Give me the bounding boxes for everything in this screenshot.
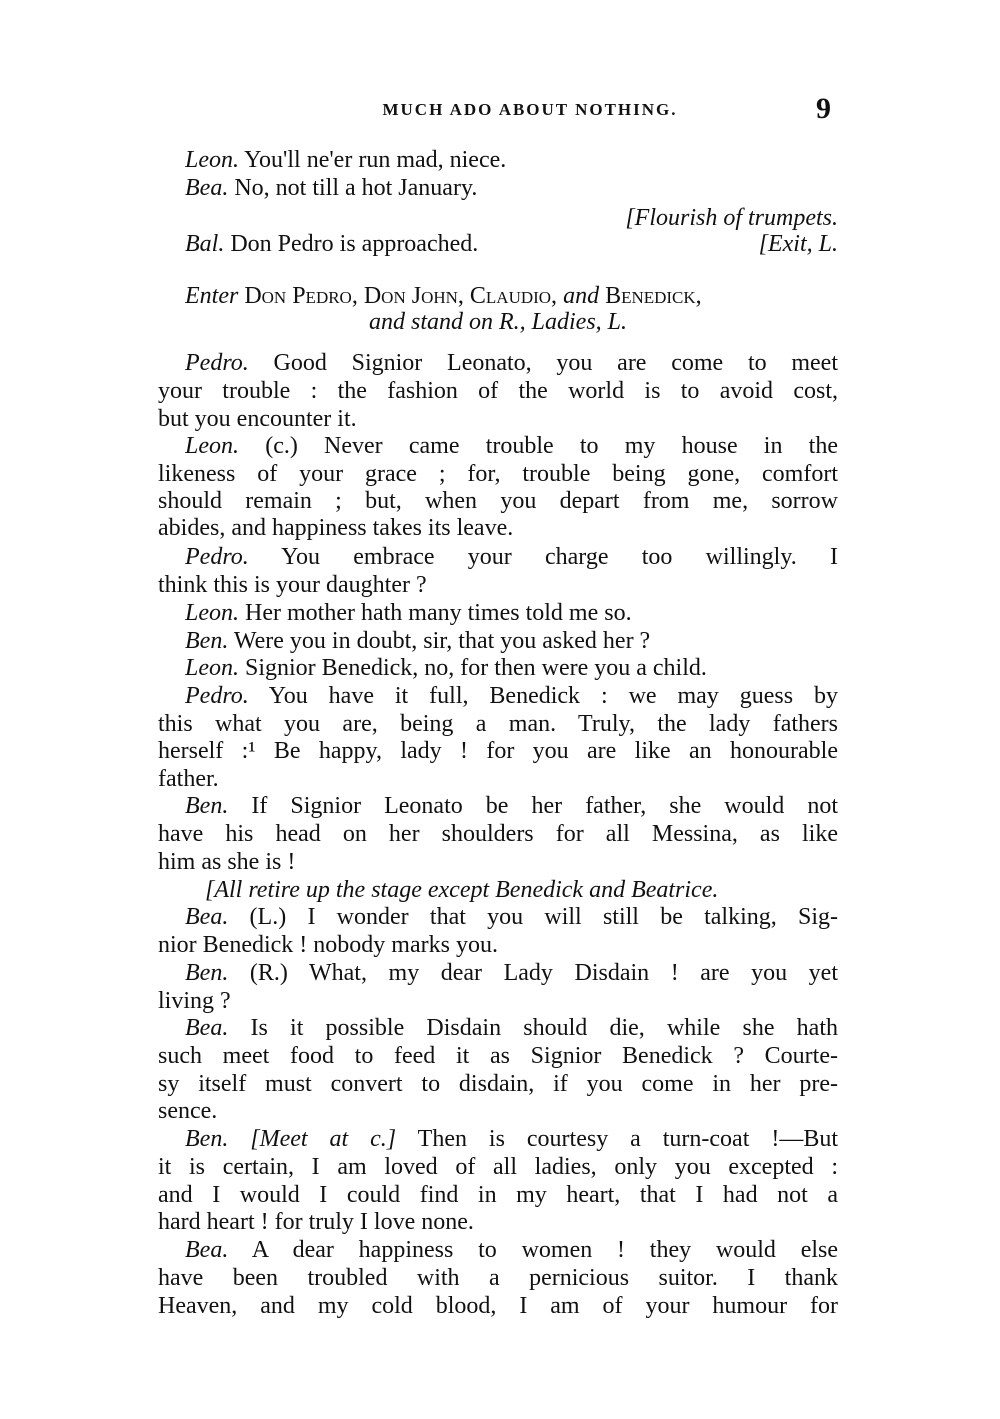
text-line bbox=[185, 959, 838, 987]
entrance-line bbox=[185, 282, 838, 310]
character-list: Don Pedro, Don John, Claudio, bbox=[238, 283, 564, 309]
speech: (c.) Never came trouble to my house in the bbox=[239, 433, 838, 459]
text-line: father. bbox=[158, 766, 219, 792]
speaker: Ben. bbox=[185, 1126, 229, 1152]
speech: You embrace your charge too willingly. I bbox=[248, 544, 838, 570]
speech: Were you in doubt, sir, that you asked her ? bbox=[228, 628, 651, 654]
speech: Signior Benedick, no, for then were you a child. bbox=[239, 655, 707, 681]
text-line: Heaven, and my cold blood, I am of your humour for bbox=[158, 1293, 838, 1319]
text-line: nior Benedick ! nobody marks you. bbox=[158, 932, 498, 958]
speaker: Bea. bbox=[185, 1015, 229, 1041]
text-line bbox=[185, 230, 838, 258]
speech: A dear happiness to women ! they would else bbox=[228, 1237, 838, 1263]
text-line: likeness of your grace ; for, trouble being gone, comfort bbox=[158, 461, 838, 487]
text-line: sy itself must convert to disdain, if you come in her pre- bbox=[158, 1071, 838, 1097]
text-line bbox=[185, 654, 838, 682]
text-line bbox=[185, 599, 838, 627]
speaker: Bal. bbox=[185, 231, 225, 257]
stage-direction: [Meet at c.] bbox=[228, 1126, 397, 1152]
speech: No, not till a hot January. bbox=[228, 175, 478, 201]
text-line bbox=[185, 349, 838, 377]
text-line bbox=[185, 1236, 838, 1264]
text-line: him as she is ! bbox=[158, 849, 296, 875]
speaker: Ben. bbox=[185, 960, 229, 986]
text-line: and I would I could find in my heart, that I had not a bbox=[158, 1182, 838, 1208]
text-line bbox=[185, 174, 838, 202]
speaker: Pedro. bbox=[185, 350, 249, 376]
running-title: MUCH ADO ABOUT NOTHING. bbox=[382, 100, 678, 119]
page-number: 9 bbox=[816, 92, 831, 125]
speaker: Leon. bbox=[185, 147, 239, 173]
text-line: should remain ; but, when you depart from me, sorrow bbox=[158, 488, 838, 514]
and-word: and bbox=[563, 283, 600, 309]
text-line bbox=[185, 432, 838, 460]
text-line: living ? bbox=[158, 988, 231, 1014]
speaker: Pedro. bbox=[185, 683, 249, 709]
speaker: Bea. bbox=[185, 175, 229, 201]
speaker: Leon. bbox=[185, 433, 239, 459]
text-line: it is certain, I am loved of all ladies, only you excepted : bbox=[158, 1154, 838, 1180]
stage-direction: [All retire up the stage except Benedick and Beatrice. bbox=[205, 877, 719, 903]
text-line bbox=[185, 1014, 838, 1042]
text-line: hard heart ! for truly I love none. bbox=[158, 1209, 474, 1235]
text-line: have been troubled with a pernicious suitor. I thank bbox=[158, 1265, 838, 1291]
speech: Her mother hath many times told me so. bbox=[239, 600, 632, 626]
speaker: Bea. bbox=[185, 904, 229, 930]
speech: You have it full, Benedick : we may guess by bbox=[248, 683, 838, 709]
text-line: herself :¹ Be happy, lady ! for you are like an honourable bbox=[158, 738, 838, 764]
speech: If Signior Leonato be her father, she would not bbox=[228, 793, 838, 819]
speech: (R.) What, my dear Lady Disdain ! are you yet bbox=[228, 960, 838, 986]
text-line bbox=[185, 903, 838, 931]
text-line: such meet food to feed it as Signior Benedick ? Courte- bbox=[158, 1043, 838, 1069]
text-line: but you encounter it. bbox=[158, 406, 357, 432]
text-line bbox=[185, 1125, 838, 1153]
character-list: Benedick, bbox=[599, 283, 702, 309]
text-line: sence. bbox=[158, 1098, 218, 1124]
text-line: your trouble : the fashion of the world is to avoid cost, bbox=[158, 378, 838, 404]
enter-word: Enter bbox=[185, 283, 239, 309]
text-line bbox=[185, 792, 838, 820]
speech: Good Signior Leonato, you are come to meet bbox=[248, 350, 838, 376]
text-line: abides, and happiness takes its leave. bbox=[158, 515, 514, 541]
text-line: think this is your daughter ? bbox=[158, 572, 427, 598]
speaker: Leon. bbox=[185, 655, 239, 681]
speaker: Ben. bbox=[185, 628, 229, 654]
speech: You'll ne'er run mad, niece. bbox=[239, 147, 507, 173]
speech: Don Pedro is approached. bbox=[224, 231, 479, 257]
text-line bbox=[185, 682, 838, 710]
text-line: this what you are, being a man. Truly, the lady fathers bbox=[158, 711, 838, 737]
speech: (L.) I wonder that you will still be talking, Sig- bbox=[228, 904, 838, 930]
speaker: Ben. bbox=[185, 793, 229, 819]
text-line: have his head on her shoulders for all Messina, as like bbox=[158, 821, 838, 847]
stage-direction: [Flourish of trumpets. bbox=[625, 205, 838, 231]
text-line bbox=[185, 627, 838, 655]
speaker: Pedro. bbox=[185, 544, 249, 570]
speaker: Leon. bbox=[185, 600, 239, 626]
speaker: Bea. bbox=[185, 1237, 229, 1263]
stage-direction: and stand on R., Ladies, L. bbox=[368, 309, 628, 335]
text-line bbox=[185, 146, 838, 174]
text-line bbox=[185, 543, 838, 571]
speech: Is it possible Disdain should die, while she hath bbox=[228, 1015, 838, 1041]
stage-direction: [Exit, L. bbox=[758, 231, 838, 257]
speech: Then is courtesy a turn-coat !—But bbox=[396, 1126, 838, 1152]
